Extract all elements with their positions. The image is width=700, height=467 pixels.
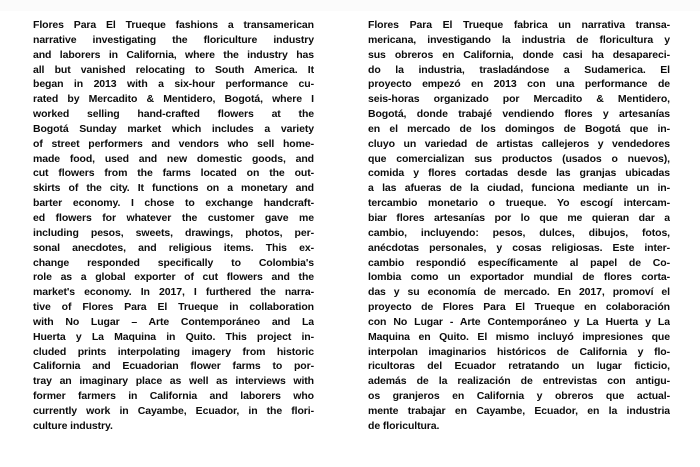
text-line: seis-horas organizado por Mercadito & Mentidero, — [368, 93, 670, 106]
text-line: de floricultura. — [368, 419, 440, 432]
text-line: narrative investigating the floriculture industry — [33, 33, 314, 46]
text-line: biar flores artesanías por lo que me quieran dar a — [368, 211, 670, 224]
text-line: currently work in Cayambe, Ecuador, in the flori- — [33, 404, 314, 417]
text-line: Huerta y La Maquina in Quito. This project in- — [33, 330, 314, 343]
text-line: culture industry. — [33, 419, 113, 432]
paragraph-spanish — [368, 18, 670, 434]
text-line: además de la realización de entrevistas con antigu- — [368, 375, 670, 388]
text-line: rated by Mercadito & Mentidero, Bogotá, where I — [33, 93, 314, 106]
text-line: Bogotá, donde trabajé vendiendo flores y artesanías — [368, 108, 670, 121]
text-line: cut flowers from the farms located on the out- — [33, 167, 314, 180]
text-line: ed flowers for whatever the customer gave me — [33, 211, 314, 224]
text-line: tray an imaginary place as well as interviews with — [33, 375, 314, 388]
text-line: tive of Flores Para El Trueque in collaboration — [33, 301, 314, 314]
text-line: ricultoras del Ecuador retratando un lugar ficticio, — [368, 360, 670, 373]
text-line: Maquina en Quito. El mismo incluyó impresiones que — [368, 330, 670, 343]
text-line: cambio, incluyendo: pesos, dulces, dibujos, fotos, — [368, 226, 670, 239]
text-line: mente trabajar en Cayambe, Ecuador, en la industria — [368, 404, 670, 417]
text-line: con No Lugar - Arte Contemporáneo y La Huerta y La — [368, 315, 670, 328]
scan-edge-artifact — [0, 0, 700, 11]
text-line: os granjeros en California y obreros que actual- — [368, 390, 670, 403]
text-line: a las afueras de la ciudad, funciona mediante un in- — [368, 182, 670, 195]
text-line: que comercializan sus productos (usados o nuevos), — [368, 152, 670, 165]
text-line: market's economy. In 2017, I furthered the narra- — [33, 286, 314, 299]
text-line: role as a global exporter of cut flowers and the — [33, 271, 314, 284]
text-line: including pesos, sweets, drawings, photos, per- — [33, 226, 314, 239]
text-line: barter economy. I chose to exchange handcraft- — [33, 197, 314, 210]
text-line: en el mercado de los domingos de Bogotá que in- — [368, 122, 670, 135]
paragraph-english — [33, 18, 314, 434]
two-column-layout — [33, 18, 670, 434]
text-line: worked selling hand-crafted flowers at the — [33, 108, 314, 121]
text-line: made food, used and new domestic goods, and — [33, 152, 314, 165]
text-line: Flores Para El Trueque fabrica un narrativa transa- — [368, 19, 670, 31]
text-line: lombia como un exportador mundial de flores corta- — [368, 271, 670, 284]
text-line: proyecto empezó en 2013 con una performance de — [368, 78, 670, 91]
text-line: interpolan imaginarios históricos de California y flo- — [368, 345, 670, 358]
text-line: tercambio monetario o trueque. Yo escogí intercam- — [368, 197, 670, 210]
text-line: former farmers in California and laborers who — [33, 390, 314, 403]
text-line: sonal anecdotes, and religious items. This ex- — [33, 241, 314, 254]
text-line: sus obreros en California, donde casi ha desapareci- — [368, 48, 670, 61]
text-line: cambio respondió específicamente al papel de Co- — [368, 256, 670, 269]
text-line: anécdotas personales, y cosas religiosas. Este inter- — [368, 241, 670, 254]
text-line: Flores Para El Trueque fashions a transamerican — [33, 19, 314, 31]
text-line: cluded prints interpolating imagery from historic — [33, 345, 314, 358]
text-line: California and Ecuadorian flower farms to por- — [33, 360, 314, 373]
text-line: all but vanished relocating to South America. It — [33, 63, 314, 76]
text-line: and laborers in California, where the industry has — [33, 48, 314, 61]
text-line: comida y flores cortadas desde las granjas ubicadas — [368, 167, 670, 180]
text-line: Bogotá Sunday market which includes a variety — [33, 122, 314, 135]
text-line: with No Lugar – Arte Contemporáneo and La — [33, 315, 314, 328]
text-line: mericana, investigando la industria de floricultura y — [368, 33, 670, 46]
text-line: of street performers and vendors who sell home- — [33, 137, 314, 150]
text-line: proyecto de Flores Para El Trueque en colaboración — [368, 301, 670, 314]
text-line: das y su economía de mercado. En 2017, promoví el — [368, 286, 670, 299]
text-line: began in 2013 with a six-hour performance cu- — [33, 78, 314, 91]
text-line: cluyo un variedad de artistas callejeros y vendedores — [368, 137, 670, 150]
text-line: change responded specifically to Colombia's — [33, 256, 314, 269]
text-line: skirts of the city. It functions on a monetary and — [33, 182, 314, 195]
text-line: do la industria, trasladándose a Sudamerica. El — [368, 63, 670, 76]
